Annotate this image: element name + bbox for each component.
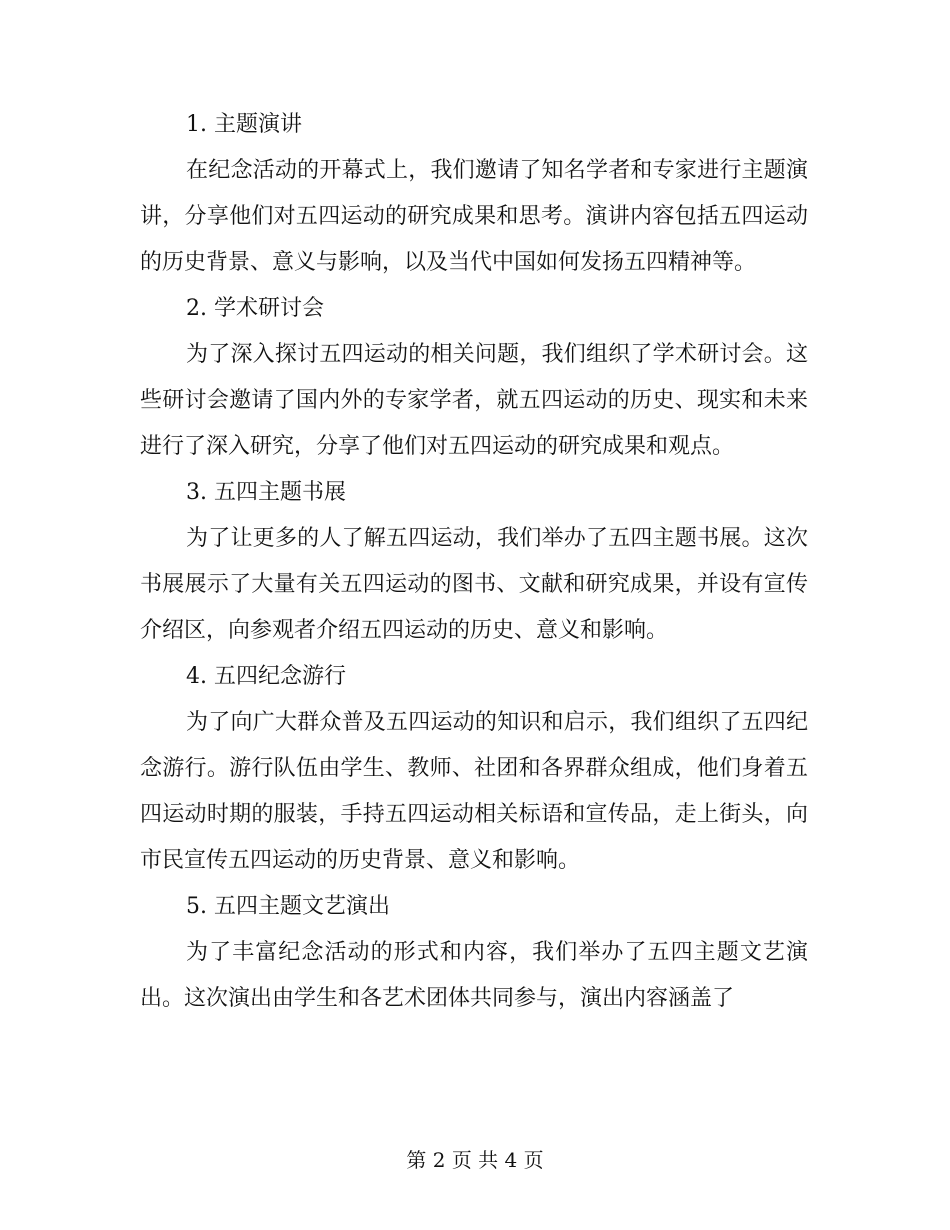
page-number-footer: 第 2 页 共 4 页 [406, 1148, 544, 1172]
section-paragraph-1: 在纪念活动的开幕式上，我们邀请了知名学者和专家进行主题演讲，分享他们对五四运动的研究成果和思考。演讲内容包括五四运动的历史背景、意义与影响，以及当代中国如何发扬五四精神等。 [140, 158, 808, 275]
section-paragraph-3: 为了让更多的人了解五四运动，我们举办了五四主题书展。这次书展展示了大量有关五四运动的图书、文献和研究成果，并设有宣传介绍区，向参观者介绍五四运动的历史、意义和影响。 [140, 526, 808, 643]
section-heading-2: 2. 学术研讨会 [186, 296, 324, 321]
document-body [140, 102, 808, 1022]
section-paragraph-4: 为了向广大群众普及五四运动的知识和启示，我们组织了五四纪念游行。游行队伍由学生、教师、社团和各界群众组成，他们身着五四运动时期的服装，手持五四运动相关标语和宣传品，走上街头，向市民宣传五四运动的历史背景、意义和影响。 [140, 710, 808, 873]
section-paragraph-5: 为了丰富纪念活动的形式和内容，我们举办了五四主题文艺演出。这次演出由学生和各艺术团体共同参与，演出内容涵盖了 [140, 940, 808, 1011]
section-heading-4: 4. 五四纪念游行 [186, 664, 346, 689]
section-heading-1: 1. 主题演讲 [186, 112, 302, 137]
section-heading-5: 5. 五四主题文艺演出 [186, 894, 390, 919]
section-paragraph-2: 为了深入探讨五四运动的相关问题，我们组织了学术研讨会。这些研讨会邀请了国内外的专家学者，就五四运动的历史、现实和未来进行了深入研究，分享了他们对五四运动的研究成果和观点。 [140, 342, 808, 459]
section-heading-3: 3. 五四主题书展 [186, 480, 346, 505]
